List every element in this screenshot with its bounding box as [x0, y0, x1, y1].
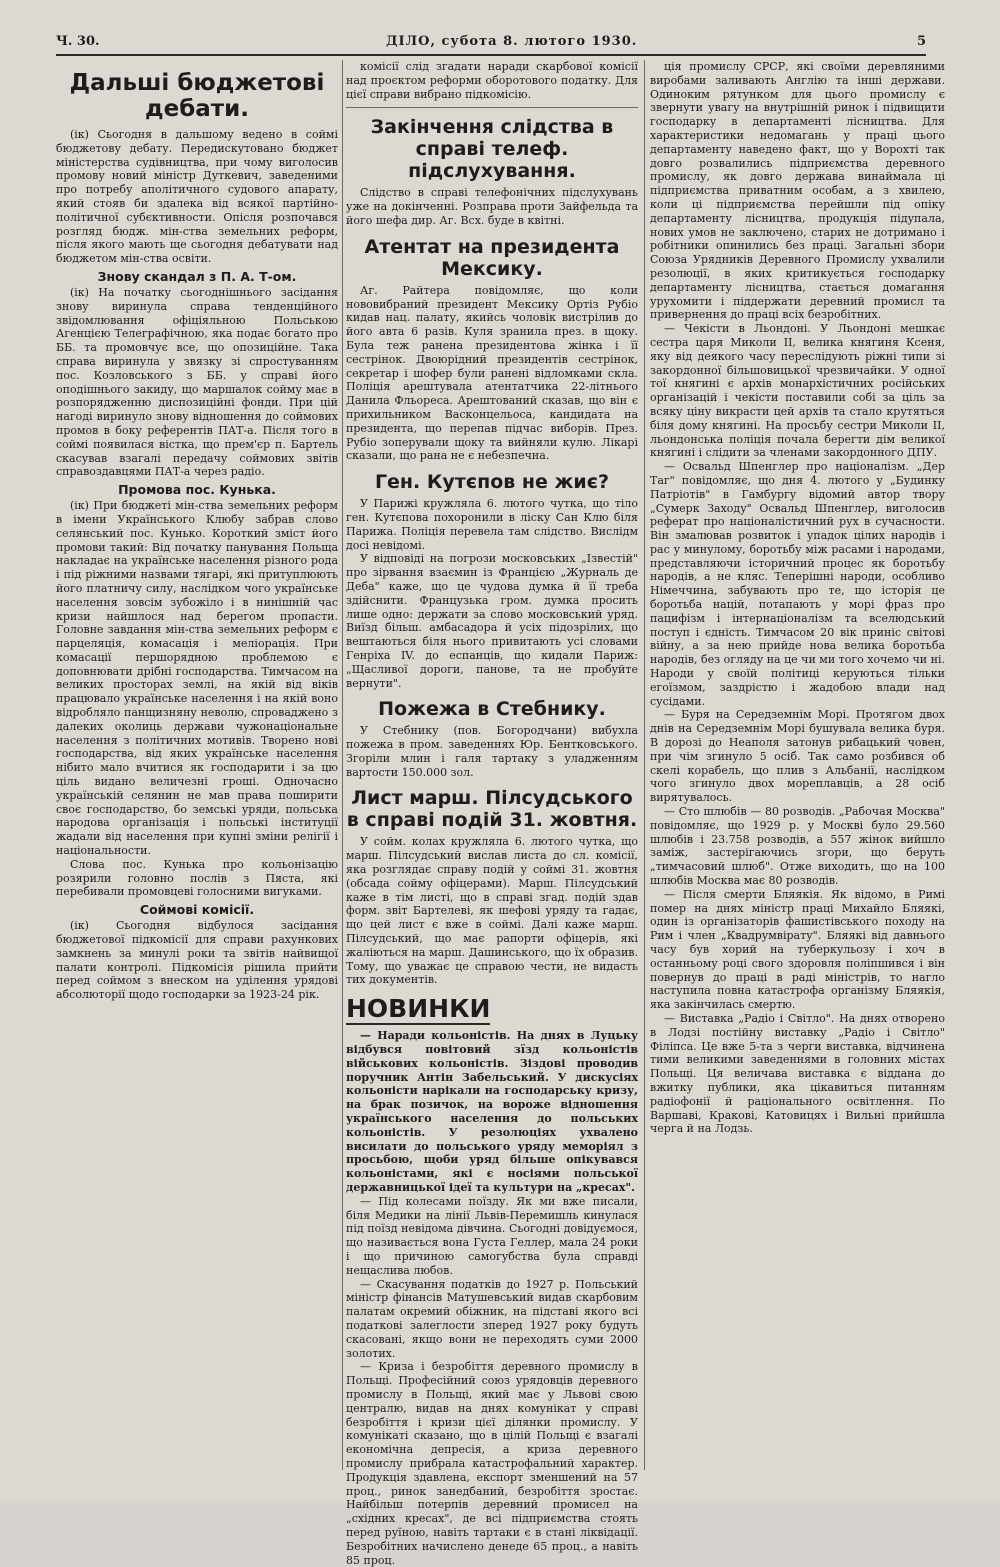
column-3 — [650, 60, 945, 1500]
news-item: — Після смерти Бляякія. Як відомо, в Римі помер на днях міністр праці Михайло Бляякі, один із організаторів фашистівського походу на Рим і член „Квадрумвірату". Бляякі від давнього часу був хорий на туберкульозу і хоч в останньому році свого здоровля поліпшився і він повернув до праці в раді міністрів, то нагло наступила повна катастрофа організму Бляякія, яка закінчилась смертю. — [650, 887, 945, 1012]
news-item: — Буря на Середземнім Морі. Протягом двох днів на Середземнім Морі бушувала велика буря. В дорозі до Неаполя затонув рибацький човен, при чім згинуло 5 осіб. Так само розбився об скелі корабель, що плив з Альбанії, наслідком чого згинуло двох мореплавців, а 28 осіб вирятувалось. — [650, 708, 945, 805]
article-paragraph: (ік) Сьогодня в дальшому ведено в соймі бюджетову дебату. Передискутовано бюджет міністерства судівництва, при чому виголосив промову новий міністр Дуткевич, заведеними про потребу аполітичного судового апарату, який стояв би здалека від всякої партійно-політичної субєктивности. Опісля розпочався розгляд бюдж. мін-ства земельних реформ, після якого мають ще сьогодня дебатувати над бюджетом мін-ства освіти. — [56, 128, 338, 266]
news-item: — Наради кольоністів. На днях в Луцьку відбувся повітовий зїзд кольоністів військових кольоністів. Зіздові проводив поручник Антін Забельський. У дискусіях кольоністи нарікали на господарську кризу, на брак позичок, на вороже відношення українського населення до польських кольоністів. У резолюціях ухвалено висилати до польського уряду меморіял з просьбою, щоби уряд більше опікувався кольоністами, які є носіями польської державницької ідеї та культури на „кресах". — [346, 1029, 638, 1195]
news-item: — Чекісти в Льондоні. У Льондоні мешкає сестра царя Миколи II, велика княгиня Ксеня, яку від деякого часу переслідують ріжні типи зі закордонної більшовицької чрезвичайки. У одної тої княгині є архів монархістичних російських організацій і чекісти поставили собі за ціль за всяку ціну викрасти цей архів та стало крутяться біля дому княгині. На просьбу сестри Миколи II, льондонська поліція почала берегти дім великої княгині і слідити за членами закордонного ДПУ. — [650, 322, 945, 460]
news-item: — Виставка „Радіо і Світло". На днях отворено в Лодзі постійну виставку „Радіо і Світло" Філіпса. Це вже 5-та з черги виставка, відчинена тими великими заведеннями в головних містах Польщі. Ця величава виставка є віддана до вжитку публики, яка цікавиться питанням радіофонії й раціонального освітлення. По Варшаві, Кракові, Катовицях і Вильні прийшла черга й на Лодзь. — [650, 1011, 945, 1136]
article-paragraph: У відповіді на погрози московських „Ізвестій" про зірвання взаємин із Францією „Журналь де Деба" каже, що це чудова думка й її треба здійснити. Французька гром. думка просить лише одно: держати за слово московський уряд. Виїзд більш. амбасадора й усіх підозрілих, що вештаються біля нього привитають усі словами Генріха IV. до еспанців, що кидали Париж: „Щасливої дороги, панове, та не пробуйте вернути". — [346, 552, 638, 690]
article-paragraph: комісії слід згадати наради скарбової комісії над проєктом реформи оборотового податку. Для цієї справи вибрано підкомісію. — [346, 60, 638, 101]
news-item: — Освальд Шпенглер про націоналізм. „Дер Таг" повідомляє, що дня 4. лютого у „Будинку Патріотів" в Гамбургу відомий автор твору „Сумерк Заходу" Освальд Шпенглер, виголосив реферат про націоналістичний рух в сучасности. Він змалював розвиток і упадок цілих народів і рас у минулому, боротьбу між расами і народами, представляючи історичний процес як боротьбу народів, а не кляс. Теперішні народи, особливо Німеччина, забувають про те, що історія це боротьба націй, потапають у морі фраз про пацифізм і інтернаціоналізм та вселюдський поступ і єдність. Тимчасом 20 вік приніс світові війну, а за нею прийде нова велика боротьба народів, без огляду на це чи ми того хочемо чи ні. Народи у своїй політиці керуються тільки егоїзмом, заздрістю і жадобою влади над сусідами. — [650, 460, 945, 708]
article-paragraph: ція промислу СРСР, які своїми деревляними виробами заливають Англію та інші держави. Одиноким рятунком для цього промислу є звернути увагу на внутрішній ринок і підвищити господарку в департаменті лісництва. Для характеристики недомагань у праці цього департаменту наведено факт, що у Ворохті так довго розвалились підприємства деревного промислу, як довго держава винаймала ці підприємства приватним особам, а з хвилею, коли ці підприємства перейшли під опіку департаменту лісництва, продукція підупала, нових умов не заключено, старих не дотримано і робітники опинились без праці. Загальні збори Союза Урядників Деревного Промислу ухвалили резолюції, в яких критикується господарку департаменту лісництва, стається домагання урухомити і піддержати деревний промисл та привернення до праці всіх безробітних. — [650, 60, 945, 322]
column-divider — [644, 60, 645, 1470]
masthead — [56, 30, 926, 52]
subheading: Знову скандал з П. А. Т-ом. — [97, 268, 297, 284]
news-item: — Скасування податків до 1927 р. Польський міністр фінансів Матушевський видав скарбовим палатам окремий обіжник, на підставі якого всі податкові залеглости зперед 1927 року будуть скасовані, якщо вони не переходять суми 2000 золотих. — [346, 1277, 638, 1360]
masthead-rule — [56, 54, 926, 56]
news-item: — Сто шлюбів — 80 розводів. „Рабочая Москва" повідомляє, що 1929 р. у Москві було 29.560 шлюбів і 23.758 розводів, а 557 жінок вийшло заміж, застерігаючись згори, що беруть „тимчасовий шлюб". Отже виходить, що на 100 шлюбів Москва має 80 розводів. — [650, 805, 945, 888]
article-separator — [346, 107, 638, 108]
news-item: — Криза і безробіття деревного промислу в Польщі. Професійний союз урядовців деревного промислу в Польщі, який має у Львові свою централю, видав на днях комунікат у справі безробіття і кризи цієї ділянки промислу. У комунікаті сказано, що в цілій Польщі є взагалі економічна депресія, а криза деревного промислу прибрала катастрофальний характер. Продукція здавлена, експорт зменшений на 57 проц., ринок занедбаний, безробіття зростає. Найбільш потерпів деревний промисел на „східних кресах", де всі підприємства стоять перед руїною, навіть тартаки є в стані ліквідації. Безробітних начислено денеде 65 проц., а навіть 85 проц. — [346, 1360, 638, 1567]
news-item: — Під колесами поїзду. Як ми вже писали, біля Медики на лінії Львів-Перемишль кинулася під поїзд невідома дівчина. Сьогодні довідуємося, що називається вона Густа Геллер, мала 24 роки і що причиною самогубства була справді нещаслива любов. — [346, 1194, 638, 1277]
article-paragraph: У Парижі кружляла 6. лютого чутка, що тіло ген. Кутєпова похоронили в ліску Сан Клю біля Парижа. Поліція перевела там слідство. Вислідм досі невідомі. — [346, 497, 638, 552]
article-paragraph: У сойм. колах кружляла 6. лютого чутка, що марш. Пілсудський вислав листа до сл. комісії, яка розглядає справу подій у соймі 31. жовтня (обсада сойму офіцерами). Марш. Пілсудський каже в тім листі, що в справі згад. подій здав форм. звіт Бартелеві, як шефові уряду та гадає, що цей лист є вже в соймі. Далі каже марш. Пілсудський, що має рапорти офіцерів, які жаліються на марш. Дашинського, що їх образив. Тому, що уважає це справою чести, не видасть тих документів. — [346, 835, 638, 987]
article-headline: Ген. Кутєпов не жиє? — [374, 471, 610, 494]
column-divider — [342, 60, 343, 1470]
article-paragraph: Слова пос. Кунька про кольонізацію розярили головно послів з Пяста, які перебивали промовцеві голосними вигуками. — [56, 857, 338, 899]
article-headline: Дальші бюджетові дебати. — [69, 70, 325, 122]
subheading: Соймові комісії. — [139, 902, 255, 918]
column-2 — [346, 60, 638, 1567]
section-heading: НОВИНКИ — [346, 994, 491, 1024]
page-number: 5 — [916, 34, 926, 49]
article-paragraph: Аг. Райтера повідомляє, що коли нововибраний президент Мексику Ортіз Рубіо кидав нац. палату, якийсь чоловік вистрілив до його авта 6 разів. Куля зранила през. в щоку. Була теж ранена президентова жінка і її сестрінок. Двоюрідний президентів сестрінок, секретар і шофер були ранені відломками скла. Поліція арештувала атентатчика 22-літнього Данила Фльореса. Арештований сказав, що він є прихильником Васконцельоса, кандидата на президента, що перепав підчас виборів. През. Рубіо зоперували щоку та вийняли кулю. Лікарі сказали, що рана не є небезпечна. — [346, 283, 638, 463]
article-headline: Атентат на президента Мексику. — [364, 235, 620, 280]
article-paragraph: Слідство в справі телефонічних підслухувань уже на докінченні. Розправа проти Зайфельда та його шефа дир. Аг. Всх. буде в квітні. — [346, 186, 638, 227]
article-headline: Пожежа в Стебнику. — [378, 698, 606, 721]
column-1 — [56, 60, 338, 1500]
article-paragraph: (ік) При бюджеті мін-ства земельних реформ в імени Українського Клюбу забрав слово селянський пос. Кунько. Короткий зміст його промови такий: Від початку панування Польща накладає на українське населення різного рода і під ріжними назвами тягарі, які притуплюють його платничу силу, наслідком чого українське населення зовсім зубожіло і в нинішній час кризи найшлося над берегом пропасти. Головне завдання мін-ства земельних реформ є парцеляція, комасація і меліорація. При комасації першорядною проблемою є доповнювати дрібні господарства. Тимчасом на великих просторах землі, на якій від віків працювало українське населення і на якій воно відробляло панщизняну неволю, спроваджено з далеких околиць держави чужонаціональне населення з політичних мотивів. Творено нові господарства, від яких українське населення нібито мало вчитися як господарити і за цю ціль видано величезні гроші. Одночасно українській селянин не мав права поширити своє господарство, бо земські уряди, польська народова організація і польські інституції жадали від населення при купні зміни релігії і національности. — [56, 499, 338, 858]
subheading: Промова пос. Кунька. — [118, 482, 276, 498]
article-headline: Лист марш. Пілсудського в справі подій 31. жовтня. — [346, 787, 638, 832]
article-headline: Закінчення слідства в справі телеф. підслухування. — [370, 116, 614, 183]
article-paragraph: (ік) Сьогодня відбулося засідання бюджетової підкомісії для справи рахункових замкнень за минулі роки та звітів найвищої палати контролі. Підкомісія рішила прийти перед соймом з внеском на уділення урядові абсолюторії щодо господарки за 1923-24 рік. — [56, 919, 338, 1002]
newspaper-title-date: ДІЛО, субота 8. лютого 1930. — [386, 34, 638, 49]
article-paragraph: У Стебнику (пов. Богородчани) вибухла пожежа в пром. заведеннях Юр. Бентковського. Згоріли млин і галя тартаку з уладженням вартости 150.000 зол. — [346, 724, 638, 779]
article-paragraph: (ік) На початку сьогоднішнього засідання знову виринула справа тенденційного звідомлювання офіціяльною Польською Агенцією Телеграфічною, яка подає богато про ББ. та промовчує все, що опозиційне. Така справа виринула у звязку зі спростуванням пос. Козловського з ББ. у справі його оподішнього закиду, що маршалок сойму має в розпорядженню диспозиційні фонди. При цій нагоді виринуло знову відношення до соймових промов в боку референтів ПАТ-а. Після того в соймі появилася вістка, що прем'єр п. Бартель скасував взагалі передачу соймових звітів справоздавцями ПАТ-а через радіо. — [56, 285, 338, 479]
issue-number: Ч. 30. — [56, 34, 100, 49]
